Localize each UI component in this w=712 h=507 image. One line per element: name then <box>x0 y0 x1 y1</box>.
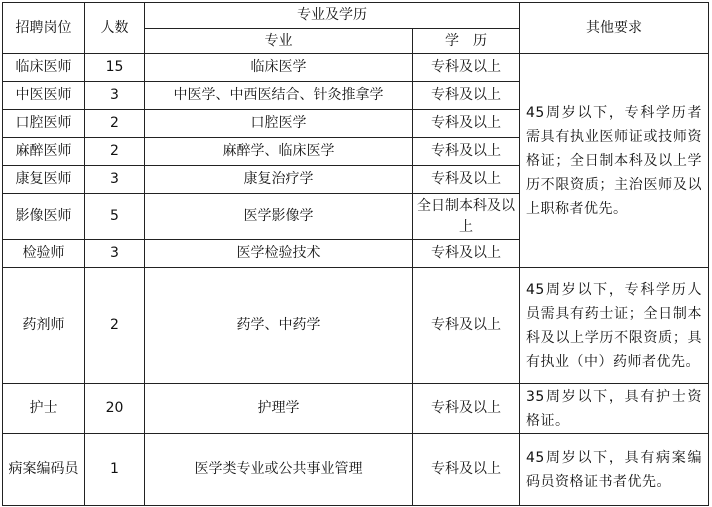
table-row <box>3 54 709 82</box>
cell-position: 中医医师 <box>3 82 85 110</box>
cell-position: 药剂师 <box>3 268 85 384</box>
recruitment-table-wrapper <box>2 2 709 506</box>
cell-count: 2 <box>85 268 145 384</box>
cell-position: 病案编码员 <box>3 434 85 506</box>
cell-education: 专科及以上 <box>413 268 520 384</box>
cell-position: 口腔医师 <box>3 110 85 138</box>
cell-position: 康复医师 <box>3 166 85 194</box>
cell-count: 5 <box>85 194 145 240</box>
cell-count: 3 <box>85 166 145 194</box>
cell-count: 20 <box>85 384 145 434</box>
cell-count: 1 <box>85 434 145 506</box>
cell-major: 医学影像学 <box>145 194 413 240</box>
header-major: 专业 <box>145 29 413 54</box>
cell-major: 临床医学 <box>145 54 413 82</box>
cell-major: 医学检验技术 <box>145 240 413 268</box>
cell-position: 临床医师 <box>3 54 85 82</box>
header-education: 学 历 <box>413 29 520 54</box>
cell-education: 全日制本科及以上 <box>413 194 520 240</box>
cell-position: 影像医师 <box>3 194 85 240</box>
cell-education: 专科及以上 <box>413 54 520 82</box>
cell-requirements-pharmacist: 45周岁以下，专科学历人员需具有药士证；全日制本科及以上学历不限资质；具有执业（中）药师者优先。 <box>520 268 709 384</box>
table-row <box>3 384 709 434</box>
cell-requirements-doctors: 45周岁以下，专科学历者需具有执业医师证或技师资格证；全日制本科及以上学历不限资质；主治医师及以上职称者优先。 <box>520 54 709 268</box>
cell-major: 康复治疗学 <box>145 166 413 194</box>
cell-count: 3 <box>85 82 145 110</box>
cell-education: 专科及以上 <box>413 240 520 268</box>
cell-position: 护士 <box>3 384 85 434</box>
cell-education: 专科及以上 <box>413 434 520 506</box>
header-row-1 <box>3 3 709 29</box>
cell-education: 专科及以上 <box>413 384 520 434</box>
cell-education: 专科及以上 <box>413 166 520 194</box>
cell-major: 医学类专业或公共事业管理 <box>145 434 413 506</box>
cell-count: 2 <box>85 110 145 138</box>
cell-count: 15 <box>85 54 145 82</box>
cell-position: 检验师 <box>3 240 85 268</box>
cell-count: 2 <box>85 138 145 166</box>
table-row <box>3 268 709 384</box>
cell-requirements-coder: 45周岁以下，具有病案编码员资格证书者优先。 <box>520 434 709 506</box>
recruitment-table <box>2 2 709 506</box>
header-other-requirements: 其他要求 <box>520 3 709 54</box>
cell-major: 麻醉学、临床医学 <box>145 138 413 166</box>
header-count: 人数 <box>85 3 145 54</box>
cell-major: 中医学、中西医结合、针灸推拿学 <box>145 82 413 110</box>
cell-education: 专科及以上 <box>413 82 520 110</box>
cell-count: 3 <box>85 240 145 268</box>
header-position: 招聘岗位 <box>3 3 85 54</box>
header-major-education: 专业及学历 <box>145 3 520 29</box>
cell-requirements-nurse: 35周岁以下，具有护士资格证。 <box>520 384 709 434</box>
cell-education: 专科及以上 <box>413 110 520 138</box>
cell-position: 麻醉医师 <box>3 138 85 166</box>
table-row <box>3 434 709 506</box>
cell-major: 护理学 <box>145 384 413 434</box>
cell-major: 药学、中药学 <box>145 268 413 384</box>
cell-education: 专科及以上 <box>413 138 520 166</box>
cell-major: 口腔医学 <box>145 110 413 138</box>
